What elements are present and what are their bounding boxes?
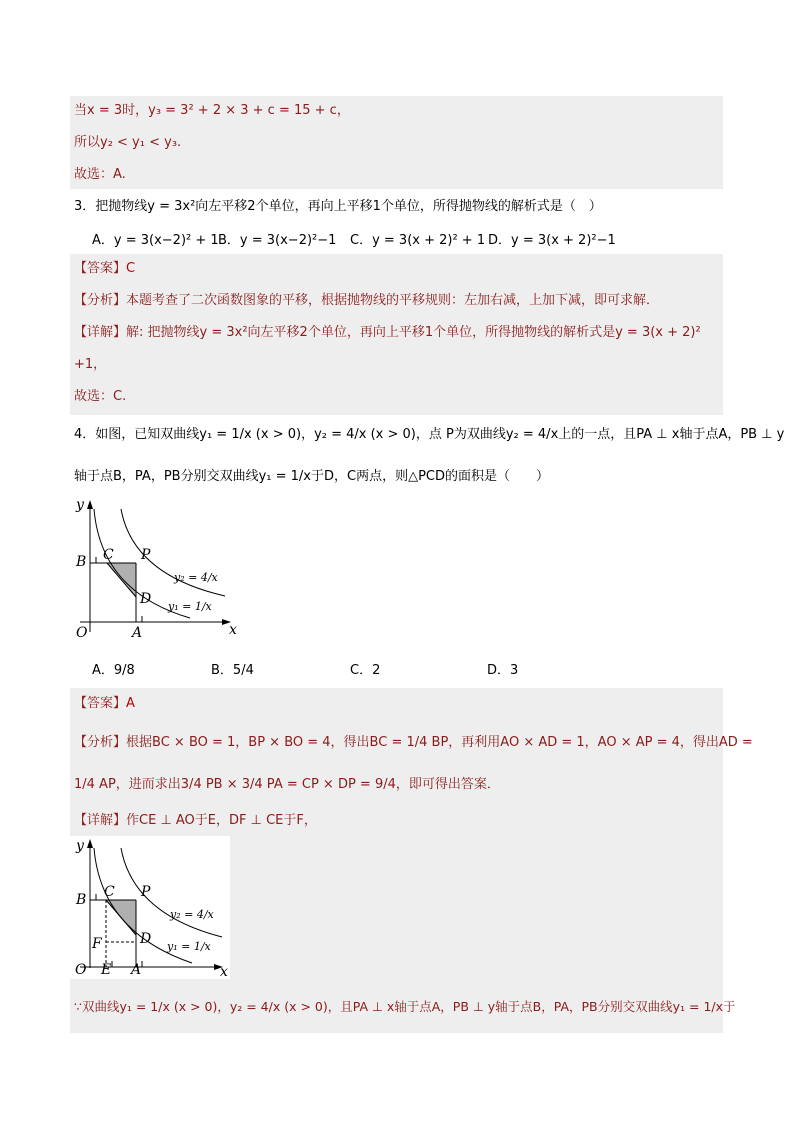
q4-analysis-1 <box>74 733 753 753</box>
q3-option-b: B．y = 3(x−2)²−1 <box>218 233 337 248</box>
label-x: x <box>220 964 228 979</box>
right-angle-a <box>136 616 142 622</box>
q4-detail <box>74 811 317 831</box>
detail-text: 作CE ⊥ AO于E，DF ⊥ CE于F， <box>126 813 317 828</box>
label-c: C <box>103 547 114 563</box>
label-c: C <box>104 884 115 900</box>
curve-label-y2: y₂ = 4/x <box>174 571 218 584</box>
label-a: A <box>132 625 143 641</box>
label-y: y <box>76 497 84 513</box>
label-x: x <box>229 622 237 638</box>
q3-option-d: D．y = 3(x + 2)²−1 <box>488 233 616 248</box>
q2-line-1: 当x = 3时，y₃ = 3² + 2 × 3 + c = 15 + c， <box>74 103 350 118</box>
analysis-text: 根据BC × BO = 1，BP × BO = 4，得出BC = 1/4 BP，再利用AO × AD = 1，AO × AP = 4，得出AD = <box>126 735 753 750</box>
curve-label-y1: y₁ = 1/x <box>167 940 211 953</box>
label-b: B <box>76 554 87 570</box>
analysis-tag: 【分析】 <box>74 293 127 308</box>
analysis-text: 本题考查了二次函数图象的平移，根据抛物线的平移规则：左加右减，上加下减，即可求解． <box>126 293 660 308</box>
label-a: A <box>131 962 142 978</box>
label-f: F <box>92 936 102 952</box>
detail-tag: 【详解】 <box>74 813 127 828</box>
q4-detail-last: ∵双曲线y₁ = 1/x (x > 0)，y₂ = 4/x (x > 0)，且PA ⊥ x轴于点A，PB ⊥ y轴于点B，PA，PB分别交双曲线y₁ = 1/x于 <box>74 999 736 1014</box>
q3-stem: 3．把抛物线y = 3x²向左平移2个单位，再向上平移1个单位，所得抛物线的解析式是（ ） <box>74 199 602 214</box>
q4-option-d: D．3 <box>487 663 519 678</box>
label-o: O <box>76 625 88 641</box>
q4-stem-2: 轴于点B，PA，PB分别交双曲线y₁ = 1/x于D，C两点，则△PCD的面积是（ ） <box>74 469 549 484</box>
y-axis-arrow <box>87 500 93 509</box>
right-angle-b <box>90 557 96 563</box>
detail-text: 解: 把抛物线y = 3x²向左平移2个单位，再向上平移1个单位，所得抛物线的解析式是y = 3(x + 2)² <box>126 325 701 340</box>
analysis-tag: 【分析】 <box>74 735 127 750</box>
q3-analysis <box>74 291 659 311</box>
q4-option-b: B．5/4 <box>211 663 254 678</box>
q3-option-a: A．y = 3(x−2)² + 1 <box>92 233 219 248</box>
curve-label-y1: y₁ = 1/x <box>168 600 212 613</box>
q3-option-c: C．y = 3(x + 2)² + 1 <box>350 233 486 248</box>
answer-value: A <box>126 696 135 711</box>
curve-label-y2: y₂ = 4/x <box>170 908 214 921</box>
q3-choice: 故选：C. <box>74 389 127 404</box>
label-y: y <box>76 838 84 854</box>
label-b: B <box>76 892 87 908</box>
answer-value: C <box>126 261 136 276</box>
label-o: O <box>75 962 87 978</box>
answer-tag: 【答案】 <box>74 696 127 711</box>
q3-answer <box>74 259 135 279</box>
q3-detail <box>74 323 701 343</box>
detail-tag: 【详解】 <box>74 325 127 340</box>
q4-option-a: A．9/8 <box>92 663 135 678</box>
label-d: D <box>140 931 152 947</box>
answer-tag: 【答案】 <box>74 261 127 276</box>
q2-choice: 故选：A. <box>74 167 126 182</box>
label-p: P <box>141 884 151 900</box>
y-axis-arrow <box>87 839 93 848</box>
label-d: D <box>140 591 152 607</box>
q4-answer <box>74 694 135 714</box>
label-p: P <box>141 547 151 563</box>
figure-hyperbolas <box>70 497 245 647</box>
q4-option-c: C．2 <box>350 663 381 678</box>
figure-hyperbolas-construction <box>70 836 230 979</box>
q2-line-2: 所以y₂ < y₁ < y₃. <box>74 135 182 150</box>
q3-detail-cont: +1， <box>74 357 107 372</box>
q4-stem-1: 4．如图，已知双曲线y₁ = 1/x (x > 0)，y₂ = 4/x (x > 0)，点 P为双曲线y₂ = 4/x上的一点，且PA ⊥ x轴于点A，PB ⊥ y <box>74 427 785 442</box>
q4-analysis-2: 1/4 AP，进而求出3/4 PB × 3/4 PA = CP × DP = 9/4，即可得出答案． <box>74 777 500 792</box>
label-e: E <box>101 962 112 978</box>
right-angle-b <box>90 894 96 900</box>
